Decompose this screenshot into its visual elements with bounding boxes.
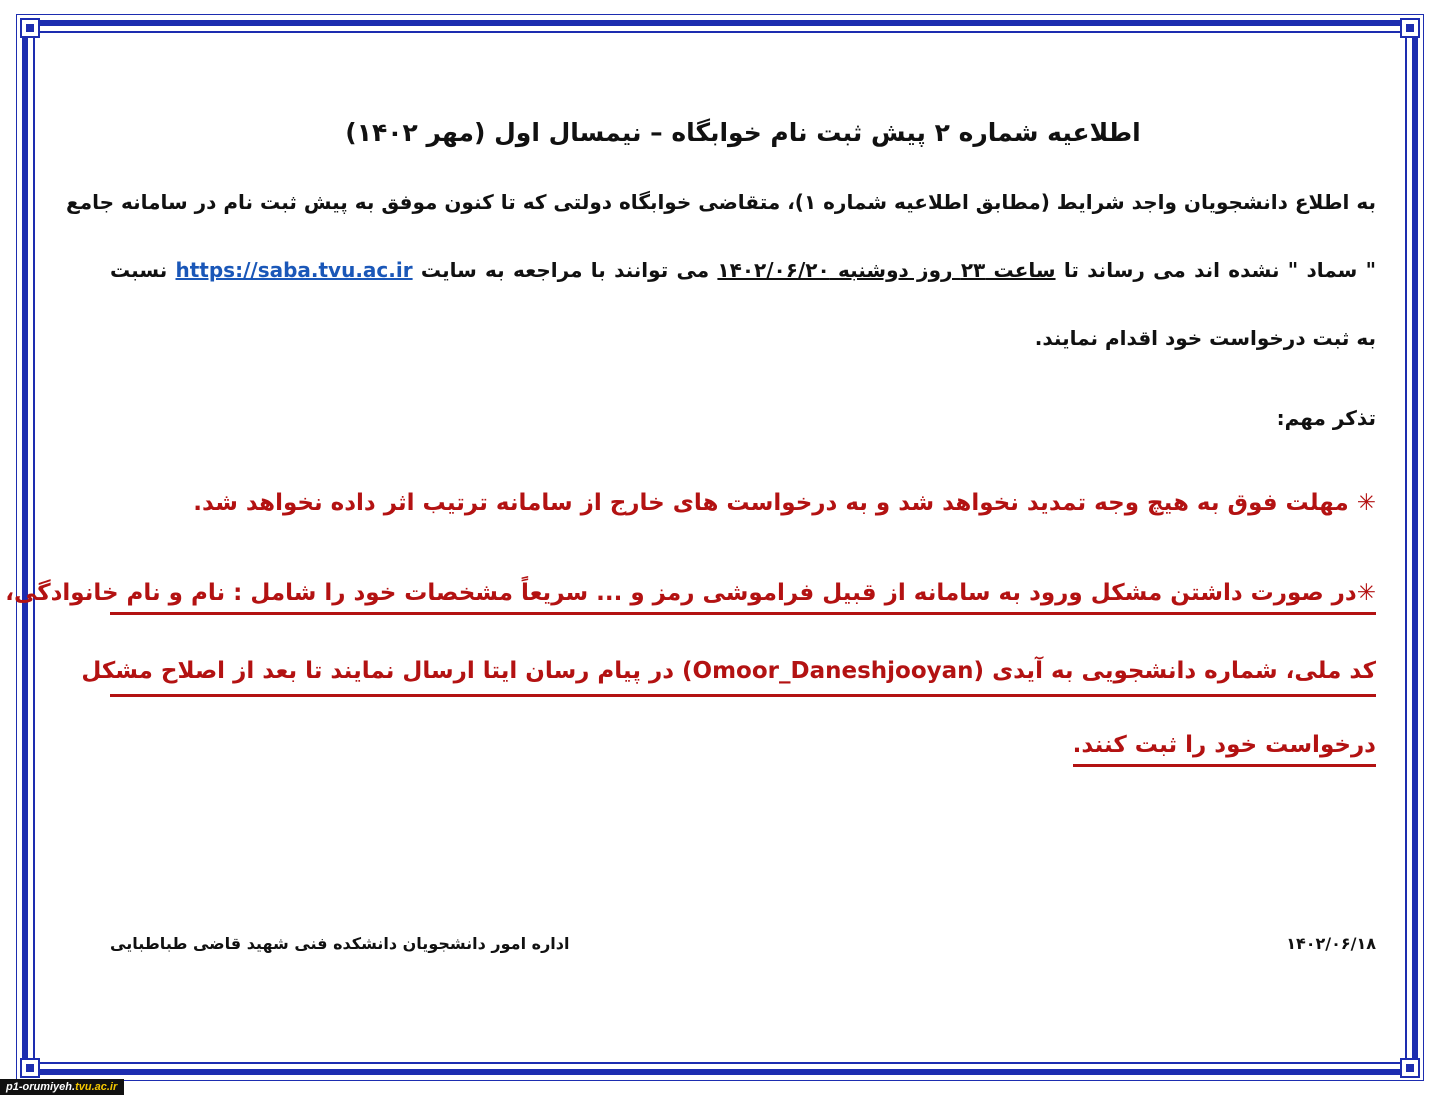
registration-deadline: ساعت ۲۳ روز دوشنبه ۱۴۰۲/۰۶/۲۰ xyxy=(717,258,1056,282)
notice-title: اطلاعیه شماره ۲ پیش ثبت نام خوابگاه – نیمسال اول (مهر ۱۴۰۲) xyxy=(345,118,1141,147)
paragraph-line-3: به ثبت درخواست خود اقدام نمایند. xyxy=(1034,326,1376,350)
page-border-inner xyxy=(33,31,1407,1064)
paragraph-line-2 xyxy=(110,258,1376,282)
warning-note-2-line-3 xyxy=(110,732,1376,758)
corner-ornament-bottom-right xyxy=(1400,1058,1420,1078)
warning-note-2-line-2-underline xyxy=(110,694,1376,697)
footer-date: ۱۴۰۲/۰۶/۱۸ xyxy=(1286,934,1376,953)
reminder-label: تذکر مهم: xyxy=(1276,406,1376,430)
banner-highlight: tvu.ac.ir xyxy=(75,1081,118,1093)
corner-ornament-top-left xyxy=(20,18,40,38)
banner-prefix: p1-orumiyeh. xyxy=(6,1081,76,1093)
site-watermark-banner xyxy=(0,1079,124,1095)
eitaa-id: (Omoor_Daneshjooyan) xyxy=(682,658,985,684)
warning-note-2-line-1 xyxy=(5,580,1376,615)
warning-note-2-line-2-end: در پیام رسان ایتا ارسال نمایند تا بعد از اصلاح مشکل xyxy=(81,658,675,684)
warning-note-2-line-1-text: ✳در صورت داشتن مشکل ورود به سامانه از قبیل فراموشی رمز و ... سریعاً مشخصات خود را شامل : نام و نام خانوادگی، xyxy=(110,580,1376,615)
corner-ornament-bottom-left xyxy=(20,1058,40,1078)
registration-site-link[interactable]: https://saba.tvu.ac.ir xyxy=(175,258,413,282)
corner-ornament-top-right xyxy=(1400,18,1420,38)
paragraph-line-2-mid: می توانند با مراجعه به سایت xyxy=(420,258,710,282)
paragraph-line-2-end: نسبت xyxy=(110,258,168,282)
warning-note-2-line-2 xyxy=(81,658,1376,684)
warning-note-2-line-2-start: کد ملی، شماره دانشجویی به آیدی xyxy=(992,658,1376,684)
paragraph-line-2-start: " سماد " نشده اند می رساند تا xyxy=(1063,258,1377,282)
warning-note-2-line-3-text: درخواست خود را ثبت کنند. xyxy=(1073,732,1376,767)
paragraph-line-1: به اطلاع دانشجویان واجد شرایط (مطابق اطلاعیه شماره ۱)، متقاضی خوابگاه دولتی که تا کنون موفق به پیش ثبت نام در سامانه جامع xyxy=(66,190,1376,214)
footer-sender: اداره امور دانشجویان دانشکده فنی شهید قاضی طباطبایی xyxy=(110,934,570,953)
warning-note-1: ✳ مهلت فوق به هیچ وجه تمدید نخواهد شد و به درخواست های خارج از سامانه ترتیب اثر داده نخواهد شد. xyxy=(193,490,1376,516)
